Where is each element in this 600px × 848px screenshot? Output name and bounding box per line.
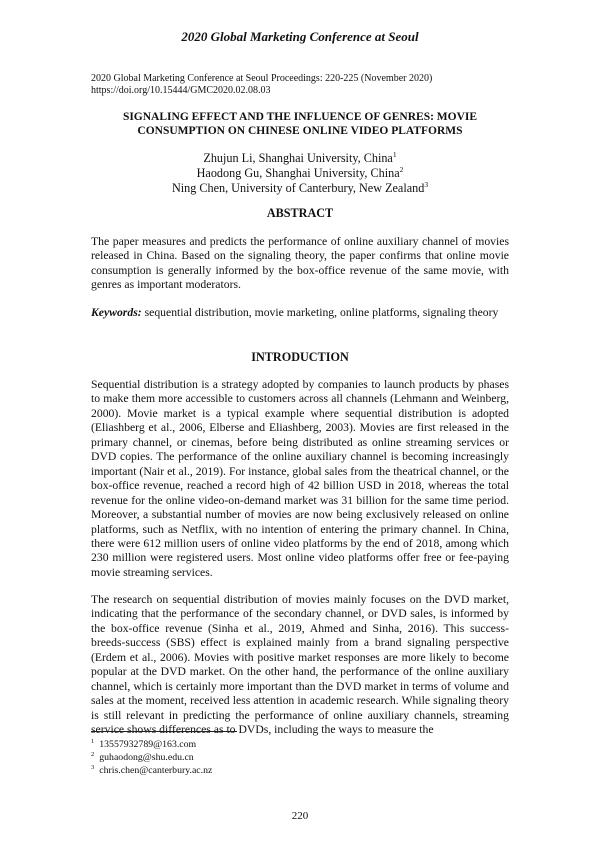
proceedings-info: [91, 73, 432, 97]
author-line: [60, 166, 540, 181]
footnote-mark: 3: [424, 179, 429, 189]
page-number: 220: [291, 810, 309, 822]
introduction-paragraph-1: Sequential distribution is a strategy adopted by companies to launch products by phases to make them more accessible to customers across all channels (Lehmann and Weinberg, 2000). Movie market is a typical example where sequential distribution is adopted (Eliashberg et al., 2006, Elberse and Eliashberg, 2003). Movies are first released in the primary channel, or cinemas, before being distributed as online streaming services or DVD copies. The performance of the online auxiliary channel is becoming increasingly important (Nair et al., 2019). For instance, global sales from the theatrical channel, or the box-office revenue, reached a record high of 42 billion USD in 2018, whereas the total revenue for the online video-on-demand market was 31 billion for the same time period. Moreover, a substantial number of movies are now being exclusively released on online platforms, such as Netflix, with no intention of entering the primary channel. In China, there were 612 million users of online video platforms by the end of 2018, among which 230 million were registered users. Most online video platforms offer free or fee-paying movie streaming services.: [91, 378, 509, 579]
paper-title-line-1: SIGNALING EFFECT AND THE INFLUENCE OF GENRES: MOVIE: [122, 111, 478, 123]
introduction-heading: INTRODUCTION: [251, 350, 349, 364]
introduction-paragraph-2: The research on sequential distribution of movies mainly focuses on the DVD market, indicating that the performance of the secondary channel, or DVD sales, is informed by the box-office revenue (Sinha et al., 2019, Ahmed and Sinha, 2016). This success-breeds-success (SBS) effect is explained mainly from a brand signaling perspective (Erdem et al., 2006). Movies with positive market responses are more likely to become popular at the DVD market. On the other hand, the performance of the online auxiliary channel, which is certainly more important than the DVD market in terms of volume and sales at the moment, received less attention in academic research. While signaling theory is still relevant in predicting the performance of online auxiliary channels, streaming service shows differences as to DVDs, including the ways to measure the: [91, 593, 509, 737]
footnote: [91, 764, 212, 777]
footnote-email: 13557932789@163.com: [99, 739, 197, 750]
footnote-email: guhaodong@shu.edu.cn: [99, 752, 194, 763]
footnote: [91, 738, 212, 751]
paper-title-line-2: CONSUMPTION ON CHINESE ONLINE VIDEO PLATFORMS: [137, 125, 463, 137]
footnote-mark: 3: [91, 763, 95, 771]
footnote: [91, 751, 212, 764]
author-name: Zhujun Li, Shanghai University, China: [203, 151, 393, 165]
keywords-text: sequential distribution, movie marketing, online platforms, signaling theory: [141, 306, 499, 319]
proceedings-citation: 2020 Global Marketing Conference at Seoul Proceedings: 220-225 (November 2020): [91, 73, 433, 84]
footnote-mark: 2: [91, 750, 95, 758]
author-list: [60, 151, 540, 196]
footnote-divider: [91, 731, 237, 732]
author-name: Ning Chen, University of Canterbury, New Zealand: [171, 181, 425, 195]
footnote-mark: 1: [392, 149, 397, 159]
keywords: [91, 306, 509, 320]
author-line: [60, 151, 540, 166]
footnote-mark: 2: [399, 164, 404, 174]
paper-title: [60, 110, 540, 138]
author-line: [60, 181, 540, 196]
doi-link[interactable]: https://doi.org/10.15444/GMC2020.02.08.03: [91, 85, 271, 96]
author-name: Haodong Gu, Shanghai University, China: [196, 166, 400, 180]
footnote-mark: 1: [91, 737, 95, 745]
running-head: 2020 Global Marketing Conference at Seoul: [181, 29, 419, 44]
footnote-email: chris.chen@canterbury.ac.nz: [99, 765, 213, 776]
abstract-text: The paper measures and predicts the performance of online auxiliary channel of movies released in China. Based on the signaling theory, the paper confirms that online movie consumption is generally informed by the box-office revenue of the same movie, with genres as important moderators.: [91, 235, 509, 292]
abstract-heading: ABSTRACT: [266, 206, 334, 220]
keywords-label: Keywords:: [91, 306, 142, 319]
footnotes: [91, 738, 212, 777]
